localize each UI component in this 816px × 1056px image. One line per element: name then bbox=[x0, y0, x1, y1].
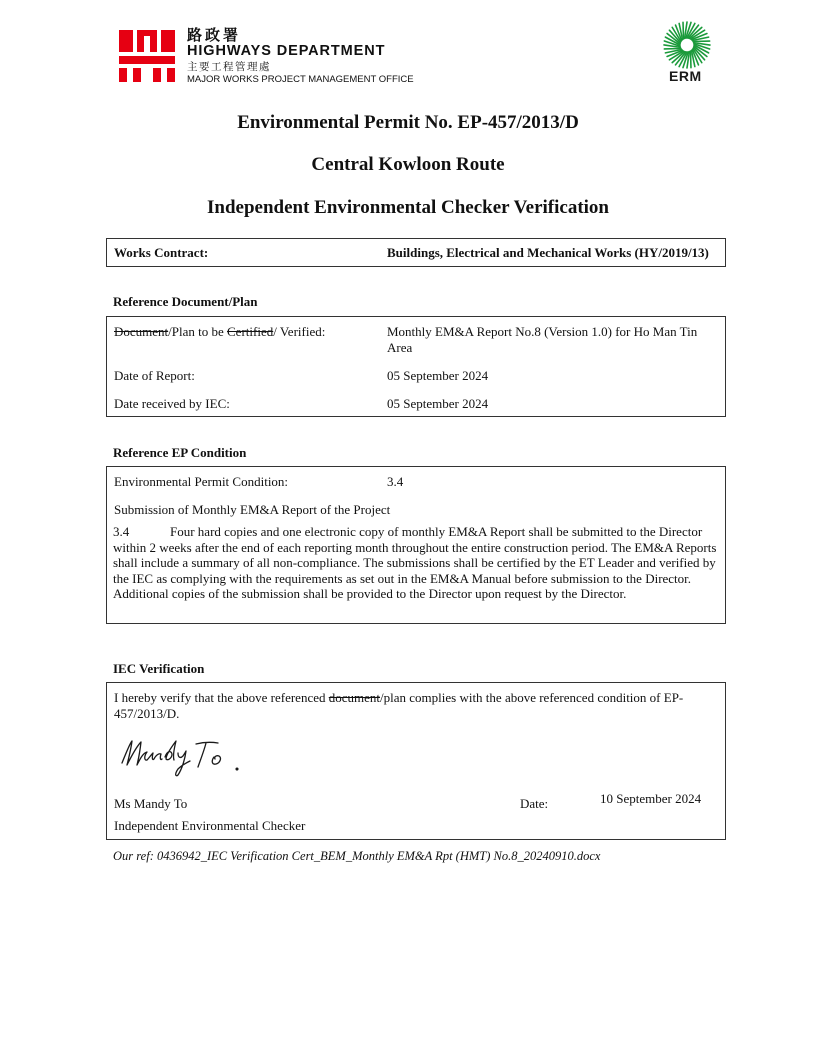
date-label: Date: bbox=[520, 796, 549, 811]
date-value: 10 September 2024 bbox=[600, 791, 702, 806]
dept-name-english: HIGHWAYS DEPARTMENT bbox=[187, 43, 386, 59]
dept-name-chinese: 路政署 bbox=[187, 27, 242, 44]
reference-ep-box bbox=[106, 466, 726, 624]
document-name-value: Monthly EM&A Report No.8 (Version 1.0) for Ho Man Tin Area bbox=[387, 324, 698, 355]
reference-document-box bbox=[106, 316, 726, 417]
reference-ep-heading: Reference EP Condition bbox=[113, 445, 247, 460]
highways-department-logo bbox=[119, 30, 175, 82]
submission-title: Submission of Monthly EM&A Report of the Project bbox=[114, 502, 391, 517]
works-contract-box bbox=[106, 238, 726, 267]
ep-condition-value: 3.4 bbox=[387, 474, 404, 489]
condition-number: 3.4 bbox=[113, 524, 130, 539]
office-name-english: MAJOR WORKS PROJECT MANAGEMENT OFFICE bbox=[187, 74, 414, 85]
erm-logo-icon bbox=[662, 20, 712, 70]
ep-condition-label: Environmental Permit Condition: bbox=[114, 474, 289, 489]
reference-document-heading: Reference Document/Plan bbox=[113, 294, 258, 309]
verification-title: Independent Environmental Checker Verification bbox=[206, 197, 609, 218]
handwritten-signature bbox=[116, 735, 246, 780]
date-received-label: Date received by IEC: bbox=[114, 396, 230, 411]
works-contract-label: Works Contract: bbox=[114, 245, 209, 260]
date-received-value: 05 September 2024 bbox=[387, 396, 489, 411]
verification-statement: I hereby verify that the above referenced document/plan complies with the above referenced condition of EP-457/2013/D. bbox=[114, 690, 684, 721]
document-to-be-verified-label: Document/Plan to be Certified/ Verified: bbox=[114, 324, 326, 339]
permit-title: Environmental Permit No. EP-457/2013/D bbox=[237, 112, 579, 133]
struck-document-text: document bbox=[328, 690, 381, 705]
struck-certified-text: Certified bbox=[227, 324, 274, 339]
project-title: Central Kowloon Route bbox=[311, 154, 505, 175]
iec-verification-heading: IEC Verification bbox=[113, 661, 205, 676]
highways-department-header bbox=[187, 28, 414, 86]
footer-reference: Our ref: 0436942_IEC Verification Cert_BEM_Monthly EM&A Rpt (HMT) No.8_20240910.docx bbox=[113, 849, 601, 863]
condition-text bbox=[113, 524, 721, 602]
signatory-name: Ms Mandy To bbox=[114, 796, 188, 811]
office-name-chinese: 主要工程管理處 bbox=[187, 61, 271, 73]
condition-body: Four hard copies and one electronic copy of monthly EM&A Report shall be submitted to the Director within 2 weeks after the end of each reporting month throughout the entire construction period. The EM&A Reports shall include a summary of all non-compliance. The submissions shall be certified by the ET Leader and verified by the IEC as complying with the requirements as set out in the EM&A Manual before submission to the Director. Additional copies of the submission shall be provided to the Director upon request by the Director. bbox=[113, 524, 717, 602]
date-of-report-label: Date of Report: bbox=[114, 368, 195, 383]
struck-document-text: Document bbox=[114, 324, 169, 339]
works-contract-value: Buildings, Electrical and Mechanical Works (HY/2019/13) bbox=[387, 245, 709, 260]
date-of-report-value: 05 September 2024 bbox=[387, 368, 489, 383]
erm-logo-text: ERM bbox=[669, 68, 702, 84]
signatory-title: Independent Environmental Checker bbox=[114, 818, 306, 833]
